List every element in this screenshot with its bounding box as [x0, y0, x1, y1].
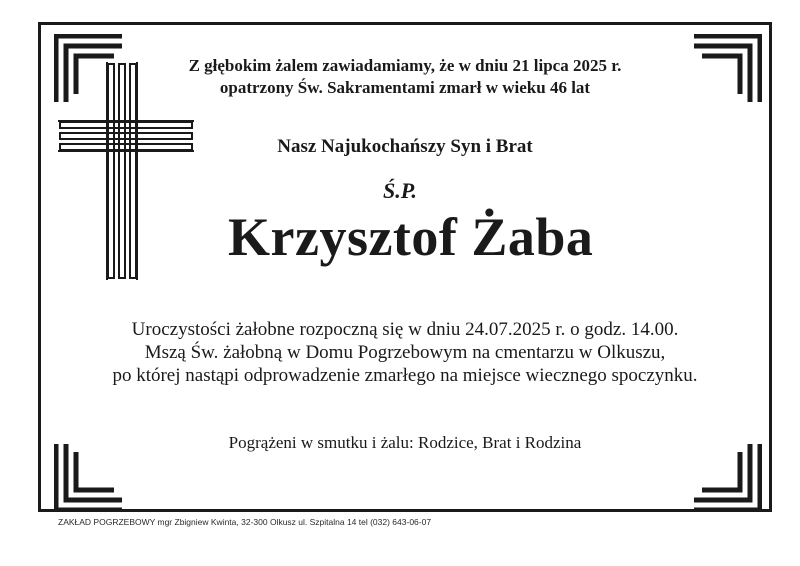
ceremony-line: po której nastąpi odprowadzenie zmarłego na miejsce wiecznego spoczynku. [112, 365, 698, 386]
ceremony-line: Uroczystości żałobne rozpoczną się w dniu 24.07.2025 r. o godz. 14.00. [131, 319, 679, 340]
deceased-name: Krzysztof Żaba [228, 207, 594, 267]
relation-line: Nasz Najukochańszy Syn i Brat [277, 136, 533, 157]
mourners-line: Pogrążeni w smutku i żalu: Rodzice, Brat i Rodzina [228, 433, 582, 452]
sp-prefix: Ś.P. [383, 178, 417, 203]
intro-line: Z głębokim żalem zawiadamiamy, że w dniu 21 lipca 2025 r. [188, 56, 622, 75]
funeral-home-footer: ZAKŁAD POGRZEBOWY mgr Zbigniew Kwinta, 32-300 Olkusz ul. Szpitalna 14 tel (032) 643-06-07 [58, 517, 432, 527]
ceremony-line: Mszą Św. żałobną w Domu Pogrzebowym na cmentarzu w Olkuszu, [144, 342, 666, 363]
intro-line: opatrzony Św. Sakramentami zmarł w wieku 46 lat [219, 78, 591, 97]
